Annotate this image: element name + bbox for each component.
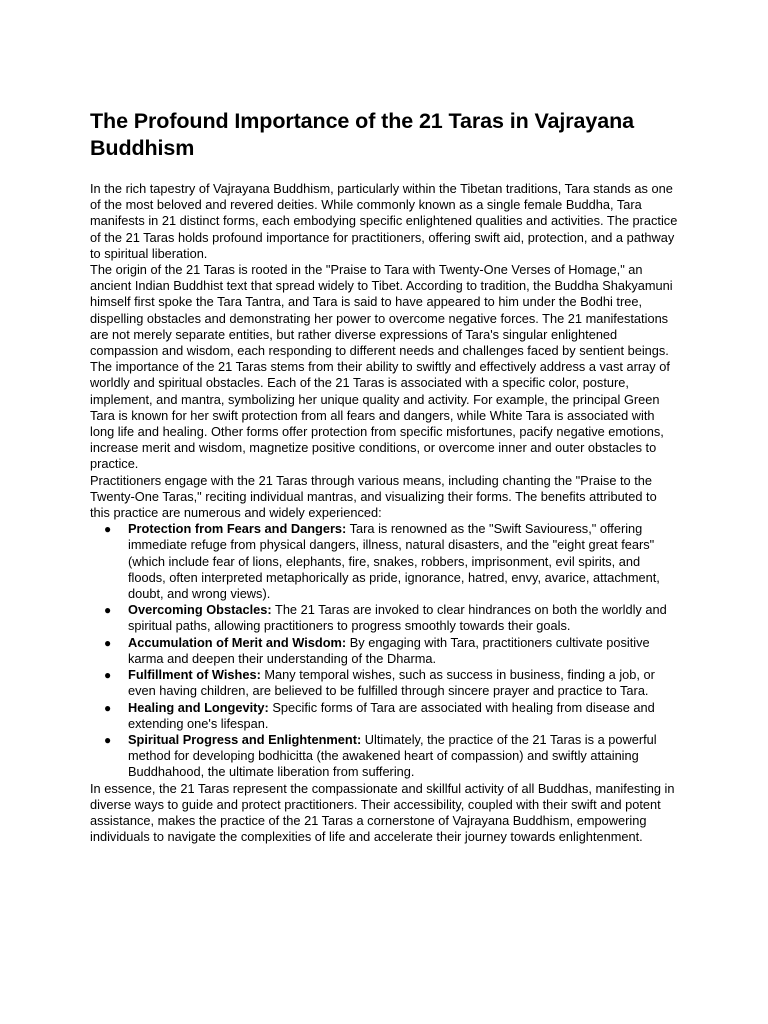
list-item [90,700,680,732]
benefits-list [90,521,680,780]
bullet-icon: ● [104,732,112,747]
list-item [90,635,680,667]
bullet-icon: ● [104,603,112,618]
document-title: The Profound Importance of the 21 Taras in Vajrayana Buddhism [90,109,634,160]
bullet-icon: ● [104,700,112,715]
list-item [90,602,680,634]
benefit-text: Many temporal wishes, such as success in business, finding a job, or even having children, are believed to be fulfilled through sincere prayer and practice to Tara. [128,667,655,699]
list-item [90,521,680,602]
benefit-term: Overcoming Obstacles: [128,602,272,618]
benefit-term: Spiritual Progress and Enlightenment: [128,731,362,747]
benefit-text: Specific forms of Tara are associated with healing from disease and extending one's lifespan. [128,699,655,731]
benefit-term: Healing and Longevity: [128,699,269,715]
paragraph-intro: In the rich tapestry of Vajrayana Buddhism, particularly within the Tibetan traditions, Tara stands as one of the most beloved and revered deities. While commonly known as a single female Buddha, Tara manifests in 21 distinct forms, each embodying specific enlightened qualities and activities. The practice of the 21 Taras holds profound importance for practitioners, offering swift aid, protection, and a pathway to spiritual liberation. [90,181,678,261]
list-item [90,667,680,699]
paragraph-origin: The origin of the 21 Taras is rooted in the "Praise to Tara with Twenty-One Verses of Homage," an ancient Indian Buddhist text that spread widely to Tibet. According to tradition, the Buddha Shakyamuni himself first spoke the Tara Tantra, and Tara is said to have appeared to him under the Bodhi tree, dispelling obstacles and demonstrating her power to overcome negative forces. The 21 manifestations are not merely separate entities, but rather diverse expressions of Tara's singular enlightened compassion and wisdom, each responding to different needs and challenges faced by sentient beings. [90,262,673,359]
bullet-icon: ● [104,522,112,537]
paragraph-importance: The importance of the 21 Taras stems from their ability to swiftly and effectively address a vast array of worldly and spiritual obstacles. Each of the 21 Taras is associated with a specific color, posture, implement, and mantra, symbolizing her unique quality and activity. For example, the principal Green Tara is known for her swift protection from all fears and dangers, while White Tara is associated with long life and healing. Other forms offer protection from specific misfortunes, pacify negative emotions, increase merit and wisdom, magnetize positive conditions, or overcome inner and outer obstacles to practice. [90,359,670,472]
benefit-text: By engaging with Tara, practitioners cultivate positive karma and deepen their understanding of the Dharma. [128,634,650,666]
paragraph-practice: Practitioners engage with the 21 Taras through various means, including chanting the "Praise to the Twenty-One Taras," reciting individual mantras, and visualizing their forms. The benefits attributed to this practice are numerous and widely experienced: [90,472,657,521]
benefit-term: Protection from Fears and Dangers: [128,521,347,537]
benefit-term: Fulfillment of Wishes: [128,667,261,683]
bullet-icon: ● [104,635,112,650]
document-page [90,108,680,845]
benefit-term: Accumulation of Merit and Wisdom: [128,634,347,650]
benefit-text: The 21 Taras are invoked to clear hindrances on both the worldly and spiritual paths, allowing practitioners to progress smoothly towards their goals. [128,602,667,634]
benefit-text: Ultimately, the practice of the 21 Taras is a powerful method for developing bodhicitta (the awakened heart of compassion) and swiftly attaining Buddhahood, the ultimate liberation from suffering. [128,731,657,780]
bullet-icon: ● [104,668,112,683]
list-item [90,732,680,781]
paragraph-conclusion: In essence, the 21 Taras represent the compassionate and skillful activity of all Buddhas, manifesting in diverse ways to guide and protect practitioners. Their accessibility, coupled with their swift and potent assistance, makes the practice of the 21 Taras a cornerstone of Vajrayana Buddhism, empowering individuals to navigate the complexities of life and accelerate their journey towards enlightenment. [90,780,675,845]
benefit-text: Tara is renowned as the "Swift Saviouress," offering immediate refuge from physical dangers, illness, natural disasters, and the "eight great fears" (which include fear of lions, elephants, fire, snakes, robbers, imprisonment, evil spirits, and floods, often interpreted metaphorically as pride, ignorance, hatred, envy, avarice, attachment, doubt, and wrong views). [128,521,660,602]
